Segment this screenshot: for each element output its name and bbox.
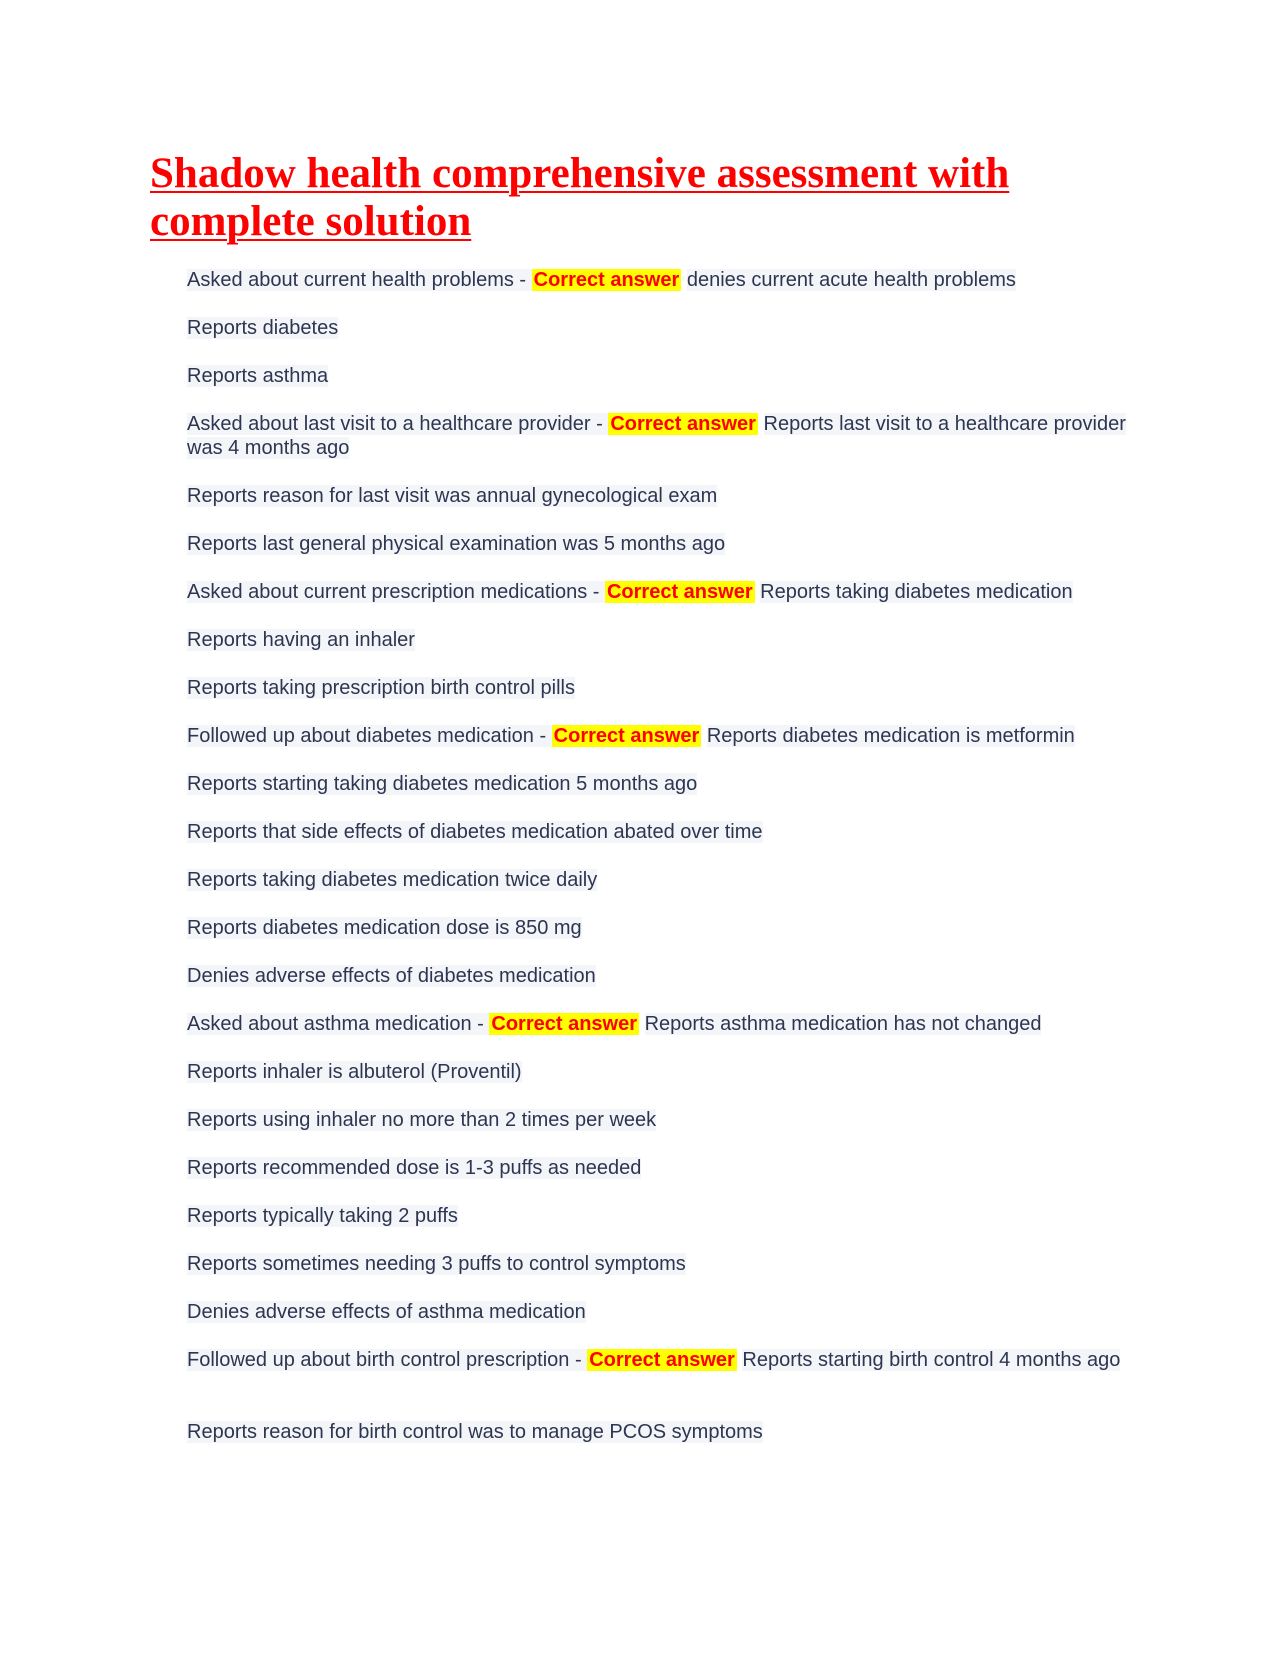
correct-answer-label: Correct answer — [606, 581, 753, 603]
list-item — [187, 580, 1127, 604]
answer-text: Reports taking diabetes medication — [760, 581, 1073, 603]
answer-text: Reports last visit to a healthcare provider was 4 months ago — [187, 413, 1126, 459]
correct-answer-label: Correct answer — [533, 269, 680, 291]
list-item — [187, 364, 1127, 388]
item-text: Reports taking prescription birth control pills — [187, 677, 575, 699]
item-text: Reports typically taking 2 puffs — [187, 1205, 458, 1227]
item-text: Reports taking diabetes medication twice daily — [187, 869, 598, 891]
list-item — [187, 316, 1127, 340]
item-text: Reports sometimes needing 3 puffs to control symptoms — [187, 1253, 686, 1275]
document-title: Shadow health comprehensive assessment with complete solution — [150, 150, 1010, 245]
list-item — [187, 1108, 1127, 1132]
answer-text: Reports diabetes medication is metformin — [706, 725, 1075, 747]
question-text: Asked about asthma medication - — [187, 1013, 490, 1035]
item-text: Reports having an inhaler — [187, 629, 415, 651]
item-text: Reports diabetes medication dose is 850 mg — [187, 917, 582, 939]
correct-answer-label: Correct answer — [491, 1013, 638, 1035]
list-item — [187, 412, 1127, 460]
question-text: Asked about current prescription medications - — [187, 581, 605, 603]
list-item — [187, 1348, 1127, 1372]
item-text: Reports starting taking diabetes medication 5 months ago — [187, 773, 698, 795]
list-item — [187, 532, 1127, 556]
answer-text: Reports starting birth control 4 months ago — [742, 1349, 1121, 1371]
list-item — [187, 1156, 1127, 1180]
correct-answer-label: Correct answer — [610, 413, 756, 435]
item-text: Reports diabetes — [187, 317, 339, 339]
item-text: Reports asthma — [187, 365, 329, 387]
question-text: Asked about current health problems - — [187, 269, 532, 291]
list-item — [187, 268, 1127, 292]
item-text: Reports inhaler is albuterol (Proventil) — [187, 1061, 522, 1083]
item-text: Reports using inhaler no more than 2 times per week — [187, 1109, 657, 1131]
list-item — [187, 484, 1127, 508]
item-text: Reports that side effects of diabetes medication abated over time — [187, 821, 763, 843]
answer-text: denies current acute health problems — [686, 269, 1016, 291]
list-item — [187, 1060, 1127, 1084]
list-item — [187, 820, 1127, 844]
list-item — [187, 724, 1127, 748]
correct-answer-label: Correct answer — [589, 1349, 735, 1371]
question-text: Asked about last visit to a healthcare provider - — [187, 413, 609, 435]
list-item — [187, 1252, 1127, 1276]
list-item — [187, 676, 1127, 700]
item-text: Denies adverse effects of asthma medication — [187, 1301, 586, 1323]
list-item — [187, 1300, 1127, 1324]
list-item — [187, 868, 1127, 892]
item-text: Reports recommended dose is 1-3 puffs as needed — [187, 1157, 642, 1179]
correct-answer-label: Correct answer — [553, 725, 700, 747]
assessment-list — [187, 268, 1127, 1468]
list-item — [187, 916, 1127, 940]
list-item — [187, 772, 1127, 796]
list-item — [187, 1204, 1127, 1228]
list-item — [187, 628, 1127, 652]
question-text: Followed up about birth control prescription - — [187, 1349, 588, 1371]
question-text: Followed up about diabetes medication - — [187, 725, 552, 747]
item-text: Reports reason for birth control was to manage PCOS symptoms — [187, 1421, 763, 1443]
list-item — [187, 1420, 1127, 1444]
item-text: Reports last general physical examination was 5 months ago — [187, 533, 726, 555]
list-item — [187, 1012, 1127, 1036]
item-text: Denies adverse effects of diabetes medication — [187, 965, 596, 987]
item-text: Reports reason for last visit was annual gynecological exam — [187, 485, 718, 507]
answer-text: Reports asthma medication has not changed — [644, 1013, 1042, 1035]
list-item — [187, 964, 1127, 988]
